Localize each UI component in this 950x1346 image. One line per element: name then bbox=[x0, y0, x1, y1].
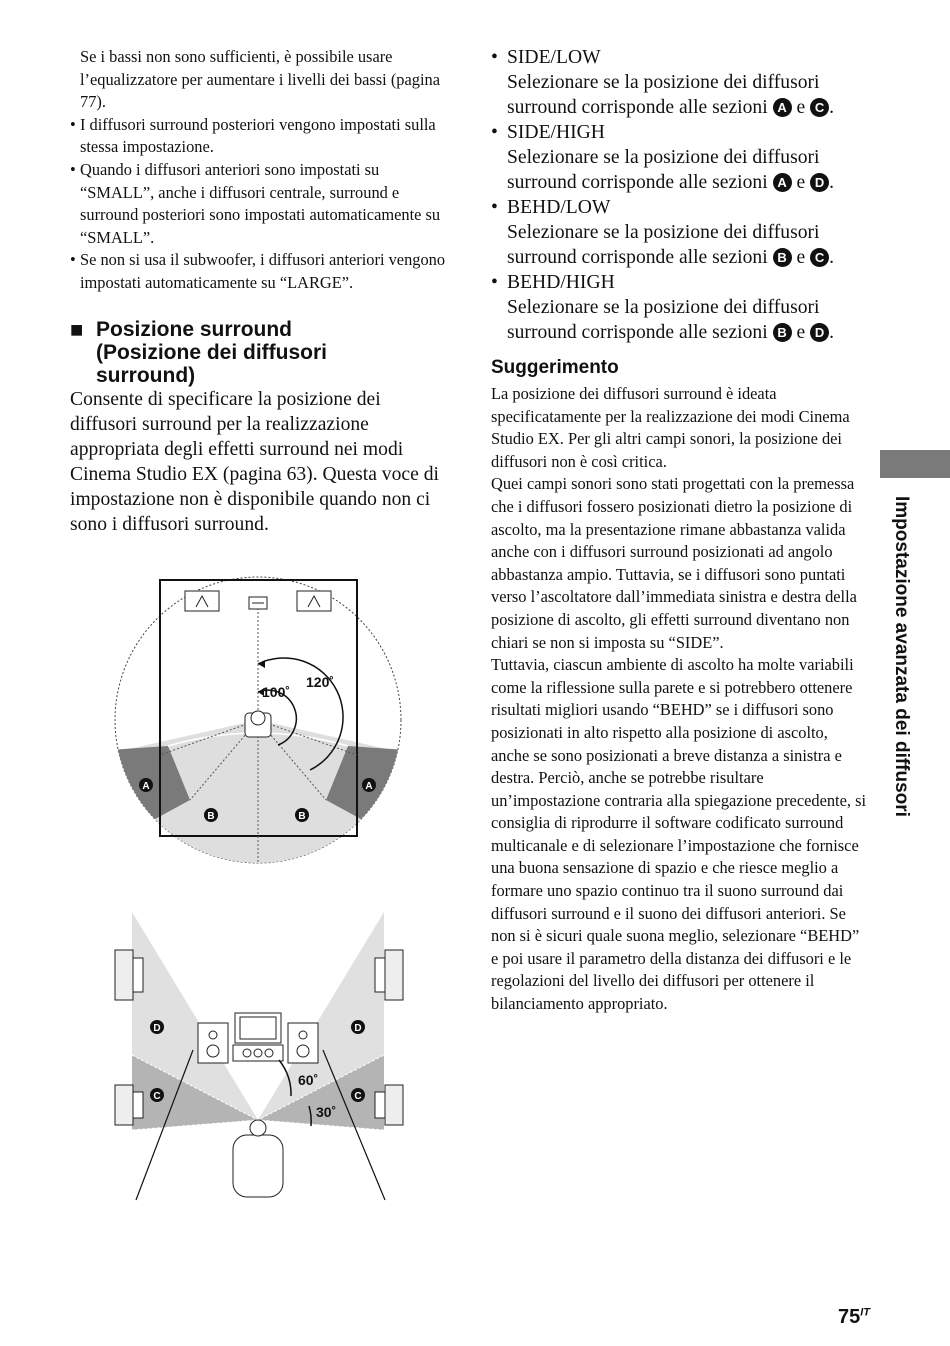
label-c-left bbox=[150, 1088, 164, 1102]
tip-title: Suggerimento bbox=[491, 357, 619, 378]
section-c-icon: C bbox=[810, 248, 829, 267]
svg-text:A: A bbox=[365, 781, 373, 792]
surround-position-diagram-top bbox=[108, 570, 408, 870]
section-d-icon: D bbox=[810, 323, 829, 342]
label-a-left bbox=[139, 778, 153, 792]
note-continuation: Se i bassi non sono sufficienti, è possibile usare l’equalizzatore per aumentare i livelli dei bassi (pagina 77). bbox=[80, 47, 440, 112]
front-left-speaker bbox=[198, 1023, 228, 1063]
option-item bbox=[491, 270, 871, 345]
svg-text:A: A bbox=[142, 781, 150, 792]
tip-paragraph: Quei campi sonori sono stati progettati con la premessa che i diffusori fossero posizionati dietro la posizione di ascolto, ma la presentazione rimane abbastanza valida anche con i diffusori surround posizionati ad angolo abbastanza ampio. Tuttavia, se i diffusori sono puntati verso l’ascoltatore dall’immediata sinistra e destra della posizione di ascolto, gli effetti surround diventano non chiari se non si imposta su “SIDE”. bbox=[491, 474, 857, 652]
top-notes bbox=[70, 46, 455, 295]
option-item bbox=[491, 45, 871, 120]
tip-paragraph: La posizione dei diffusori surround è ideata specificatamente per la realizzazione dei modi Cinema Studio EX. Per gli altri campi sonori, la posizione dei diffusori non è così critica. bbox=[491, 384, 850, 471]
svg-text:B: B bbox=[298, 811, 306, 822]
center-speaker bbox=[249, 597, 267, 609]
label-a-right bbox=[362, 778, 376, 792]
tv-center-speaker bbox=[233, 1013, 283, 1061]
surround-speaker-left-high bbox=[115, 950, 143, 1000]
tip-body bbox=[491, 383, 869, 1016]
surround-speaker-right-high bbox=[375, 950, 403, 1000]
page-number: $75^{IT}$ bbox=[838, 1306, 871, 1328]
label-d-right bbox=[351, 1020, 365, 1034]
angle-label-60: 60˚ bbox=[298, 1072, 319, 1088]
option-name: • BEHD/LOW bbox=[491, 195, 871, 220]
front-left-speaker bbox=[185, 591, 219, 611]
svg-text:C: C bbox=[354, 1091, 362, 1102]
svg-text:C: C bbox=[153, 1091, 161, 1102]
section-d-icon: D bbox=[810, 173, 829, 192]
section-b-icon: B bbox=[773, 323, 792, 342]
option-name: • SIDE/LOW bbox=[491, 45, 871, 70]
section-a-icon: A bbox=[773, 98, 792, 117]
listener-chair bbox=[233, 1120, 283, 1197]
label-c-right bbox=[351, 1088, 365, 1102]
chapter-tab bbox=[880, 450, 950, 478]
note-bullet: • Se non si usa il subwoofer, i diffusori anteriori vengono impostati automaticamente su “LARGE”. bbox=[70, 249, 455, 294]
front-right-speaker bbox=[288, 1023, 318, 1063]
label-b-left bbox=[204, 808, 218, 822]
note-bullet: • Quando i diffusori anteriori sono impostati su “SMALL”, anche i diffusori centrale, surround e surround posteriori sono impostati automaticamente su “SMALL”. bbox=[70, 159, 455, 249]
section-title: Posizione surround (Posizione dei diffusori surround) bbox=[96, 318, 328, 387]
option-name: • BEHD/HIGH bbox=[491, 270, 871, 295]
svg-text:D: D bbox=[354, 1023, 362, 1034]
note-bullet: • I diffusori surround posteriori vengono impostati sulla stessa impostazione. bbox=[70, 114, 455, 159]
svg-text:D: D bbox=[153, 1023, 161, 1034]
surround-height-diagram bbox=[110, 905, 410, 1205]
section-body: Consente di specificare la posizione dei diffusori surround per la realizzazione appropriata degli effetti surround nei modi Cinema Studio EX (pagina 63). Questa voce di impostazione non è disponibile quando non ci sono i diffusori surround. bbox=[70, 389, 439, 535]
option-item bbox=[491, 195, 871, 270]
section-heading bbox=[70, 318, 370, 387]
front-right-speaker bbox=[297, 591, 331, 611]
tip-paragraph: Tuttavia, ciascun ambiente di ascolto ha molte variabili come la riflessione sulla parete e si potrebbero ottenere risultati migliori usando “BEHD” se i diffusori sono posizionati in alto rispetto alla posizione di ascolto, anche se sono posizionati a breve distanza a sinistra e destra. Perciò, anche se potrebbe risultare un’impostazione contraria alla spiegazione precedente, si consiglia di riprodurre il software codificato surround multicanale e di selezionare l’impostazione che fornisce una buona sensazione di spazio e che riesce meglio a formare uno spazio continuo tra il suono surround dai diffusori surround e il suono dei diffusori anteriori. Se non si è sicuri quale suona meglio, selezionare “BEHD” e poi usare il parametro della distanza dei diffusori e le regolazioni del livello dei diffusori per ottenere il bilanciamento appropriato. bbox=[491, 655, 866, 1014]
option-name: • SIDE/HIGH bbox=[491, 120, 871, 145]
option-description: Selezionare se la posizione dei diffusori surround corrisponde alle sezioni A e C . bbox=[507, 72, 834, 118]
svg-text:B: B bbox=[207, 811, 215, 822]
section-b-icon: B bbox=[773, 248, 792, 267]
option-description: Selezionare se la posizione dei diffusori surround corrisponde alle sezioni B e C . bbox=[507, 222, 834, 268]
chapter-label: Impostazione avanzata dei diffusori bbox=[891, 496, 912, 817]
angle-label-100: 100˚ bbox=[262, 684, 291, 700]
section-a-icon: A bbox=[773, 173, 792, 192]
label-b-right bbox=[295, 808, 309, 822]
angle-label-120: 120˚ bbox=[306, 674, 335, 690]
section-c-icon: C bbox=[810, 98, 829, 117]
option-description: Selezionare se la posizione dei diffusori surround corrisponde alle sezioni B e D . bbox=[507, 297, 834, 343]
listener-icon bbox=[245, 711, 271, 737]
option-item bbox=[491, 120, 871, 195]
label-d-left bbox=[150, 1020, 164, 1034]
surround-options-list bbox=[491, 45, 871, 345]
section-marker: ■ bbox=[70, 317, 84, 342]
angle-label-30: 30˚ bbox=[316, 1104, 337, 1120]
option-description: Selezionare se la posizione dei diffusori surround corrisponde alle sezioni A e D . bbox=[507, 147, 834, 193]
